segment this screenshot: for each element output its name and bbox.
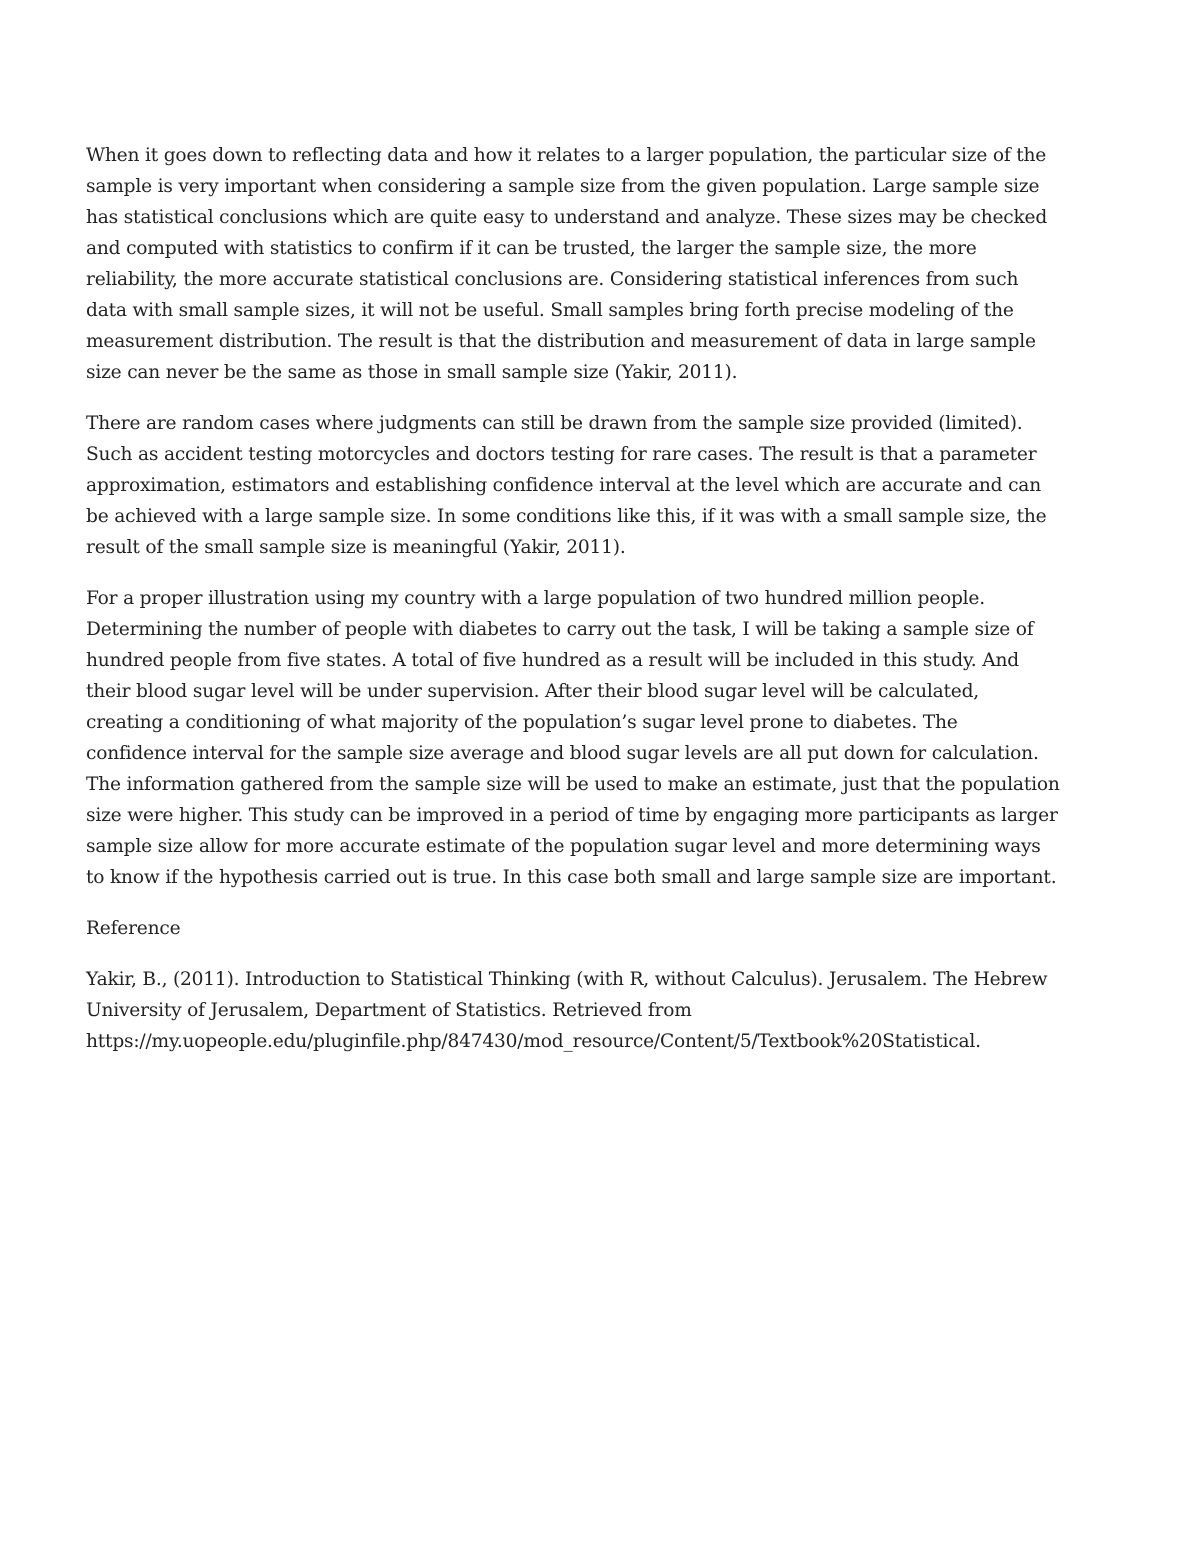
reference-heading: Reference (86, 918, 181, 939)
paragraph-sample-size-importance: When it goes down to reflecting data and how it relates to a larger population, the particular size of the sample is very important when considering a sample size from the given population. Large sample size has statistical conclusions which are quite easy to understand and analyze. These sizes may be checked and computed with statistics to confirm if it can be trusted, the larger the sample size, the more reliability, the more accurate statistical conclusions are. Considering statistical inferences from such data with small sample sizes, it will not be useful. Small samples bring forth precise modeling of the measurement distribution. The result is that the distribution and measurement of data in large sample size can never be the same as those in small sample size (Yakir, 2011). (86, 145, 1048, 383)
paragraph-random-cases: There are random cases where judgments can still be drawn from the sample size provided (limited). Such as accident testing motorcycles and doctors testing for rare cases. The result is that a parameter approximation, estimators and establishing confidence interval at the level which are accurate and can be achieved with a large sample size. In some conditions like this, if it was with a small sample size, the result of the small sample size is meaningful (Yakir, 2011). (86, 413, 1047, 558)
paragraph-illustration: For a proper illustration using my country with a large population of two hundred million people. Determining the number of people with diabetes to carry out the task, I will be taking a sample size of hundred people from five states. A total of five hundred as a result will be included in this study. And their blood sugar level will be under supervision. After their blood sugar level will be calculated, creating a conditioning of what majority of the population’s sugar level prone to diabetes. The confidence interval for the sample size average and blood sugar levels are all put down for calculation. The information gathered from the sample size will be used to make an estimate, just that the population size were higher. This study can be improved in a period of time by engaging more participants as larger sample size allow for more accurate estimate of the population sugar level and more determining ways to know if the hypothesis carried out is true. In this case both small and large sample size are important. (86, 588, 1060, 888)
document-page (86, 140, 1061, 1057)
reference-entry: Yakir, B., (2011). Introduction to Statistical Thinking (with R, without Calculus). Jerusalem. The Hebrew University of Jerusalem, Department of Statistics. Retrieved from https://my.uopeople.edu/pluginfile.php/847430/mod_resource/Content/5/Textbook%20Statistical. (86, 969, 1048, 1052)
